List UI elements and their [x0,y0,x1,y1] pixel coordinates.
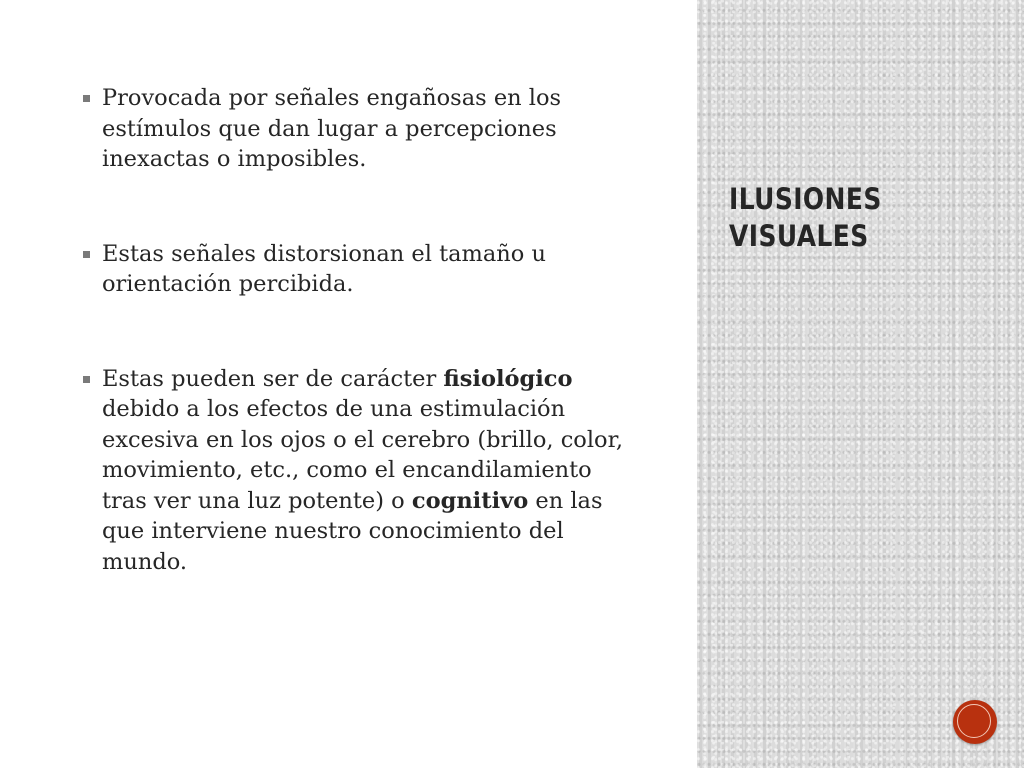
bullet-item [80,83,640,175]
bullet-item [80,239,640,300]
bullet-text: Provocada por señales engañosas en los estímulos que dan lugar a percepciones inexactas o imposibles. [102,85,562,172]
square-bullet-icon [83,95,90,102]
slide-body [80,83,640,577]
bold-term-cognitivo: cognitivo [411,487,529,514]
title-line: VISUALES [729,219,869,253]
bullet-text-part: debido a los efectos de una estimulación excesiva en los ojos o el cerebro (brillo, color, movimiento, etc., como el encandilamiento tras ver una luz potente) o [102,396,624,514]
button-ring [957,704,991,738]
textured-side-panel [697,0,1024,768]
red-circle-icon[interactable] [953,700,997,744]
bold-term-fisiologico: fisiológico [443,365,573,392]
bullet-item [80,364,640,578]
bullet-text: Estas señales distorsionan el tamaño u orientación percibida. [102,240,546,297]
slide-title [729,181,953,255]
bullet-text-part: Estas pueden ser de carácter [102,365,444,392]
square-bullet-icon [83,376,90,383]
bullet-text-part: en las que interviene nuestro conocimiento del mundo. [102,487,603,575]
title-line: ILUSIONES [729,182,882,216]
square-bullet-icon [83,251,90,258]
